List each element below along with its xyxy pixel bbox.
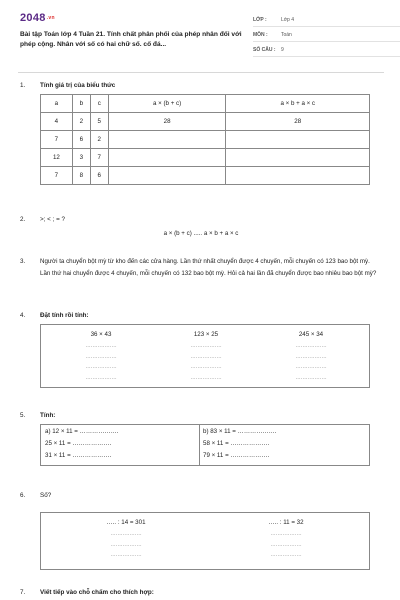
answer-line[interactable]: ……………… [85,353,117,360]
calc-line[interactable]: 79 × 11 = ………………. [203,452,270,459]
calculation-box [40,324,370,388]
question-3 [18,258,384,298]
table-row [41,167,370,185]
answer-line[interactable]: ……………… [85,343,117,349]
meta-row-class [253,14,400,27]
question-number: 7. [20,589,26,596]
table-cell: 5 [90,113,108,131]
answer-line[interactable]: ……………… [270,531,302,537]
document-title: Bài tập Toán lớp 4 Tuần 21. Tính chất phân phối của phép nhân đối với phép cộng. Nhân với số có hai chữ số. cố đá... [20,31,242,48]
word-problem-text: Người ta chuyển bột mỳ từ kho đến các cửa hàng. Lần thứ nhất chuyển được 4 chuyến, mỗi chuyến có 123 bao bột mỳ. Lần thứ hai chuyển được 4 chuyến, mỗi chuyến có 132 bao bột mỳ. Hỏi cả hai lần đã chuyển được bao nhiêu bao bột mỳ? [40,258,377,277]
calc-column [221,513,351,561]
calculation-box [40,512,370,570]
calc-column [261,325,361,383]
question-number: 5. [20,412,26,419]
question-title: >; < ; = ? [40,216,66,223]
meta-value: 9 [281,47,284,53]
answer-line[interactable]: ……………… [110,541,142,548]
site-logo[interactable] [20,12,55,24]
table-cell: 7 [41,167,73,185]
calc-line[interactable]: 31 × 11 = ………………. [45,452,112,459]
calc-expression: ….. : 11 = 32 [268,519,304,526]
meta-info [253,14,400,59]
calc-expression: ….. : 14 = 301 [106,519,146,526]
table-cell[interactable] [226,149,370,167]
calc-line[interactable]: b) 83 × 11 = ………………. [203,428,277,435]
column-divider [199,425,200,465]
table-header: a [41,95,73,113]
table-cell[interactable] [108,167,226,185]
calc-expression: 36 × 43 [90,331,112,338]
table-cell: 8 [72,167,90,185]
answer-line[interactable]: ……………… [190,353,222,360]
question-number: 6. [20,492,26,499]
question-title: Viết tiếp vào chỗ chấm cho thích hợp: [40,589,154,596]
question-2 [18,216,384,240]
table-header-row [41,95,370,113]
table-header: b [72,95,90,113]
answer-line[interactable]: ……………… [110,531,142,537]
question-title: Số? [40,492,52,499]
table-cell[interactable] [108,149,226,167]
question-4 [18,312,384,392]
answer-line[interactable]: ……………… [270,541,302,548]
meta-label: MÔN : [253,32,268,38]
answer-line[interactable]: ……………… [295,364,327,370]
question-7 [18,589,384,600]
table-cell: 3 [72,149,90,167]
question-number: 2. [20,216,26,223]
calc-expression: 245 × 34 [298,331,324,338]
table-cell: 7 [90,149,108,167]
table-cell[interactable] [226,167,370,185]
calc-column [51,325,151,383]
answer-line[interactable]: ……………… [295,374,327,381]
calc-line[interactable]: a) 12 × 11 = ………………. [45,428,119,435]
table-cell[interactable]: 28 [108,113,226,131]
answer-line[interactable]: ……………… [85,374,117,381]
meta-row-count [253,44,400,57]
expression-table [40,94,370,185]
table-cell: 7 [41,131,73,149]
calculation-box [40,424,370,466]
question-title: Đặt tính rồi tính: [40,312,89,319]
table-cell[interactable] [226,131,370,149]
calc-line[interactable]: 25 × 11 = ………………. [45,440,112,447]
table-header: c [90,95,108,113]
meta-label: SỐ CÂU : [253,47,276,53]
logo-suffix: .vn [46,15,55,22]
table-cell[interactable]: 28 [226,113,370,131]
table-row [41,149,370,167]
table-cell: 12 [41,149,73,167]
question-number: 1. [20,82,26,89]
question-5 [18,412,384,470]
meta-value: Lớp 4 [281,17,295,23]
logo-text: 2048 [20,12,46,24]
comparison-expression: a × (b + c) ..... a × b + a × c [163,230,239,237]
answer-line[interactable]: ……………… [270,552,302,558]
calc-column [61,513,191,561]
question-1 [18,82,384,202]
meta-value: Toán [281,32,292,38]
table-header: a × (b + c) [108,95,226,113]
table-cell: 2 [72,113,90,131]
calc-expression: 123 × 25 [193,331,219,338]
table-cell[interactable] [108,131,226,149]
answer-line[interactable]: ……………… [190,364,222,370]
answer-line[interactable]: ……………… [295,353,327,360]
question-number: 4. [20,312,26,319]
calc-line[interactable]: 58 × 11 = ………………. [203,440,270,447]
question-title: Tính: [40,412,56,419]
question-title: Tính giá trị của biểu thức [40,82,116,89]
meta-row-subject [253,29,400,42]
table-header: a × b + a × c [226,95,370,113]
answer-line[interactable]: ……………… [85,364,117,370]
table-cell: 6 [72,131,90,149]
answer-line[interactable]: ……………… [190,343,222,349]
question-6 [18,492,384,572]
answer-line[interactable]: ……………… [190,374,222,381]
table-cell: 6 [90,167,108,185]
question-number: 3. [20,258,26,265]
meta-label: LỚP : [253,17,267,23]
table-cell: 4 [41,113,73,131]
header-divider [18,72,384,73]
answer-line[interactable]: ……………… [295,343,327,349]
calc-column [156,325,256,383]
table-row [41,131,370,149]
answer-line[interactable]: ……………… [110,552,142,558]
table-cell: 2 [90,131,108,149]
table-row [41,113,370,131]
header [18,8,384,68]
